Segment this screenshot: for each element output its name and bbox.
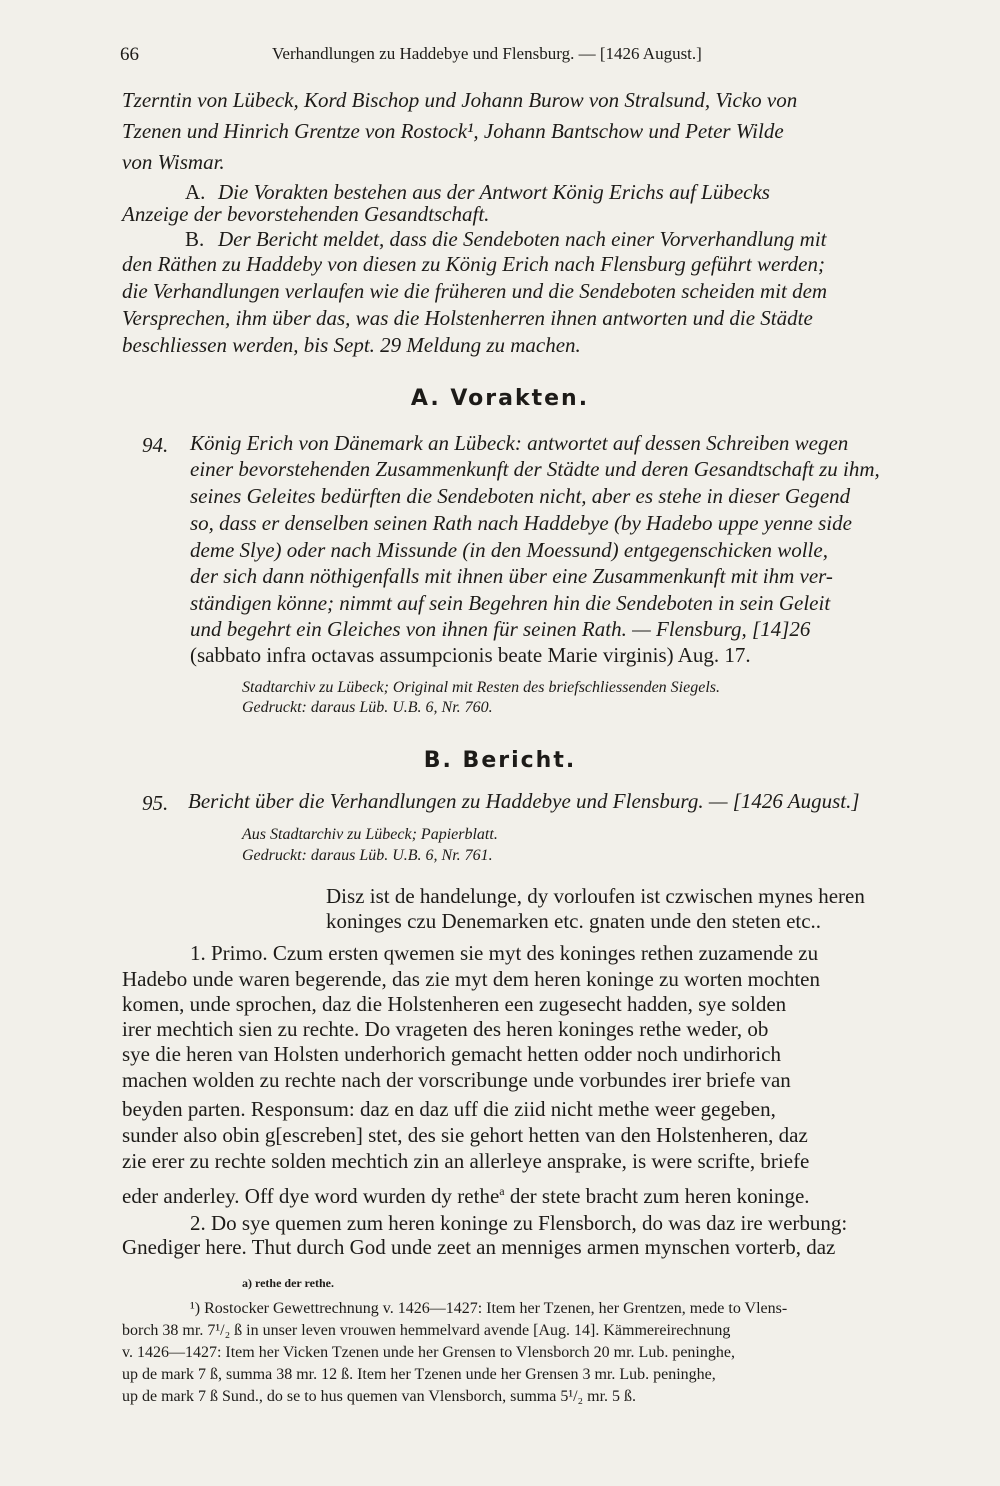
body-line: 2. Do sye quemen zum heren koninge zu Flensborch, do was daz ire werbung: [190,1211,848,1235]
doc-94-line: König Erich von Dänemark an Lübeck: antwortet auf dessen Schreiben wegen [190,431,849,455]
body-line: Disz ist de handelunge, dy vorloufen ist czwischen mynes heren [326,884,865,908]
summary-b-line: die Verhandlungen verlaufen wie die früheren und die Sendeboten scheiden mit dem [122,279,828,303]
doc-95-number: 95. [142,791,169,815]
body-line: irer mechtich sien zu rechte. Do vrageten des heren koninges rethe weder, ob [122,1017,769,1041]
doc-95-source: Aus Stadtarchiv zu Lübeck; Papierblatt. [242,826,498,843]
body-line: sunder also obin g[escreben] stet, des sie gehort hetten van den Holstenheren, daz [122,1123,808,1147]
body-line: Hadebo unde waren begerende, das zie myt dem heren koninge zu worten mochten [122,967,820,991]
body-line: koninges czu Denemarken etc. gnaten unde den steten etc.. [326,909,822,933]
summary-a-line: Die Vorakten bestehen aus der Antwort König Erichs auf Lübecks [218,180,770,204]
doc-94-line: einer bevorstehenden Zusammenkunft der Städte und deren Gesandtschaft zu ihm, [190,457,880,481]
section-heading-vorakten: A. Vorakten. [410,386,590,411]
footnote-1-line: up de mark 7 ß Sund., do se to hus quemen van Vlensborch, summa 5¹/₂ mr. 5 ß. [122,1388,637,1405]
body-line: 1. Primo. Czum ersten qwemen sie myt des koninges rethen zuzamende zu [190,941,819,965]
footnote-1-line: v. 1426—1427: Item her Vicken Tzenen unde her Grensen to Vlensborch 20 mr. Lub. peninghe, [122,1344,735,1361]
body-line: sye die heren van Holsten underhorich gemacht hetten odder noch undirhorich [122,1042,781,1066]
doc-94-line: so, dass er denselben seinen Rath nach Haddebye (by Hadebo uppe yenne side [190,511,852,535]
body-line [122,1178,810,1209]
summary-b-line: Versprechen, ihm über das, was die Holstenherren ihnen antworten und die Städte [122,306,813,330]
running-title: Verhandlungen zu Haddebye und Flensburg. — [1426 August.] [272,44,702,63]
doc-94-number: 94. [142,433,169,457]
summary-b-line: Der Bericht meldet, dass die Sendeboten nach einer Vorverhandlung mit [218,227,827,251]
doc-95-source: Gedruckt: daraus Lüb. U.B. 6, Nr. 761. [242,847,493,864]
page-header [120,44,920,72]
body-line: komen, unde sprochen, daz die Holstenheren een zugesecht hadden, sye solden [122,992,787,1016]
doc-94-source: Stadtarchiv zu Lübeck; Original mit Resten des briefschliessenden Siegels. [242,679,720,696]
doc-94-line: der sich dann nöthigenfalls mit ihnen über eine Zusammenkunft mit ihm ver- [190,564,833,588]
body-line-text: eder anderley. Off dye word wurden dy rethe [122,1184,500,1208]
body-line: beyden parten. Responsum: daz en daz uff die ziid nicht methe weer gegeben, [122,1097,776,1121]
doc-94-line: deme Slye) oder nach Missunde (in den Moessund) entgegenschicken wolle, [190,538,828,562]
footnote-a: a) rethe der rethe. [242,1276,334,1290]
footnote-1-line: up de mark 7 ß, summa 38 mr. 12 ß. Item her Tzenen unde her Grensen 3 mr. Lub. peninghe, [122,1366,716,1383]
page-number: 66 [120,44,139,65]
footnote-1-line: ¹) Rostocker Gewettrechnung v. 1426—1427: Item her Tzenen, her Grentzen, mede to Vlens- [190,1300,788,1317]
doc-94-line: und begehrt ein Gleiches von ihnen für seinen Rath. — Flensburg, [14]26 [190,617,811,641]
summary-b-line: beschliessen werden, bis Sept. 29 Meldung zu machen. [122,333,581,357]
section-heading-bericht: B. Bericht. [423,748,577,773]
intro-line: Tzenen und Hinrich Grentze von Rostock¹, Johann Bantschow und Peter Wilde [122,119,784,143]
footnote-mark-a: a [499,1184,505,1198]
doc-94-line: (sabbato infra octavas assumpcionis beate Marie virginis) Aug. 17. [190,643,751,667]
summary-b-label: B. [185,227,205,251]
doc-94-line: ständigen könne; nimmt auf sein Begehren hin die Sendeboten in sein Geleit [190,591,831,615]
body-line: zie erer zu rechte solden mechtich zin an allerleye ansprake, is were scrifte, briefe [122,1149,810,1173]
body-line-tail: der stete bracht zum heren koninge. [504,1184,810,1208]
doc-95-title: Bericht über die Verhandlungen zu Haddebye und Flensburg. — [1426 August.] [188,789,860,813]
body-line: Gnediger here. Thut durch God unde zeet an menniges armen mynschen vorterb, daz [122,1235,836,1259]
doc-94-source: Gedruckt: daraus Lüb. U.B. 6, Nr. 760. [242,699,493,716]
doc-94-line: seines Geleites bedürften die Sendeboten nicht, aber es stehe in dieser Gegend [190,484,851,508]
intro-line: von Wismar. [122,150,225,174]
footnote-1-line: borch 38 mr. 7¹/₂ ß in unser leven vrouwen hemmelvard avende [Aug. 14]. Kämmereirechnung [122,1322,731,1339]
body-line: machen wolden zu rechte nach der vorscribunge unde vorbundes irer briefe van [122,1068,791,1092]
summary-a-line: Anzeige der bevorstehenden Gesandtschaft. [122,202,490,226]
intro-line: Tzerntin von Lübeck, Kord Bischop und Johann Burow von Stralsund, Vicko von [122,88,798,112]
summary-a-label: A. [185,180,206,204]
summary-b-line: den Räthen zu Haddeby von diesen zu König Erich nach Flensburg geführt werden; [122,252,825,276]
